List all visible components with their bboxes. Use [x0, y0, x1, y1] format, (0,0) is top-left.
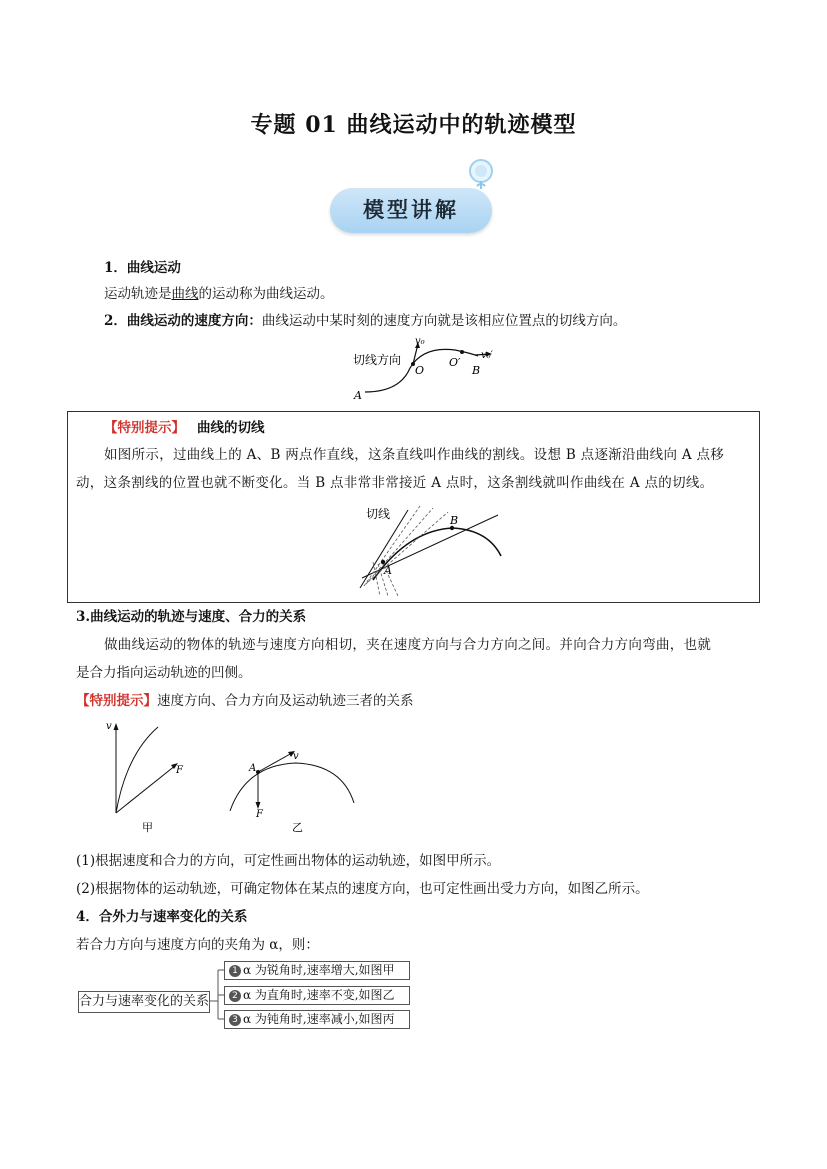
flow-item-1: 1 α 为锐角时,速率增大,如图甲: [224, 961, 410, 980]
fig1-label-B: B: [472, 364, 481, 377]
s3-line1: 做曲线运动的物体的轨迹与速度方向相切，夹在速度方向与合力方向之间。并向合力方向弯曲，也就: [104, 637, 712, 653]
box-line1: 如图所示，过曲线上的 A、B 两点作直线，这条直线叫作曲线的割线。设想 B 点逐渐沿曲线向 A 点移: [104, 447, 725, 463]
box-heading: 【特别提示】 曲线的切线: [104, 420, 265, 436]
fig1-label-v0: v₀: [415, 336, 425, 347]
fig1-label-v0p: v₀′: [481, 350, 493, 361]
s1-text: 运动轨迹是曲线的运动称为曲线运动。: [104, 286, 334, 302]
fig3-cap2: 乙: [292, 821, 303, 834]
tangent-direction-figure: [345, 336, 515, 406]
lightbulb-icon: [466, 157, 496, 191]
force-velocity-figures: [96, 715, 366, 840]
fig1-label-tangent: 切线方向: [353, 353, 402, 367]
page-title: 专题 01 曲线运动中的轨迹模型: [250, 112, 577, 138]
fig3-v1: v: [106, 721, 112, 732]
fig2-label-tangent: 切线: [366, 507, 391, 521]
s3-note-1: (1)根据速度和合力的方向，可定性画出物体的运动轨迹，如图甲所示。: [76, 853, 501, 869]
s3-tip: 【特别提示】速度方向、合力方向及运动轨迹三者的关系: [76, 693, 414, 709]
fig3-F1: F: [176, 765, 183, 776]
s3-note-2: (2)根据物体的运动轨迹，可确定物体在某点的速度方向，也可定性画出受力方向，如图乙所示。: [76, 881, 649, 897]
secant-tangent-figure: [348, 500, 508, 600]
fig3-v2: v: [293, 751, 299, 762]
flow-root: 合力与速率变化的关系: [78, 991, 210, 1013]
fig1-label-Op: O′: [449, 356, 461, 369]
fig3-A2: A: [249, 763, 257, 774]
fig3-cap1: 甲: [142, 821, 153, 834]
s1-heading: 1．曲线运动: [104, 260, 181, 276]
flow-item-3: 3 α 为钝角时,速率减小,如图丙: [224, 1010, 410, 1029]
fig1-label-A: A: [354, 389, 362, 402]
fig2-label-B: B: [450, 514, 459, 527]
s2-text: 2．曲线运动的速度方向：曲线运动中某时刻的速度方向就是该相应位置点的切线方向。: [104, 313, 627, 329]
fig3-F2: F: [256, 809, 263, 820]
s3-line2: 是合力指向运动轨迹的凹侧。: [76, 665, 252, 681]
fig1-label-O: O: [415, 364, 425, 377]
s4-intro: 若合力方向与速度方向的夹角为 α，则：: [76, 937, 319, 953]
box-line2: 动，这条割线的位置也就不断变化。当 B 点非常非常接近 A 点时，这条割线就叫作曲线在 A 点的切线。: [76, 475, 714, 491]
s4-heading: 4．合外力与速率变化的关系: [76, 909, 248, 925]
section-badge: 模型讲解: [330, 188, 492, 233]
fig2-label-A: A: [384, 564, 392, 577]
s3-heading: 3.曲线运动的轨迹与速度、合力的关系: [76, 609, 307, 625]
flow-item-2: 2 α 为直角时,速率不变,如图乙: [224, 986, 410, 1005]
